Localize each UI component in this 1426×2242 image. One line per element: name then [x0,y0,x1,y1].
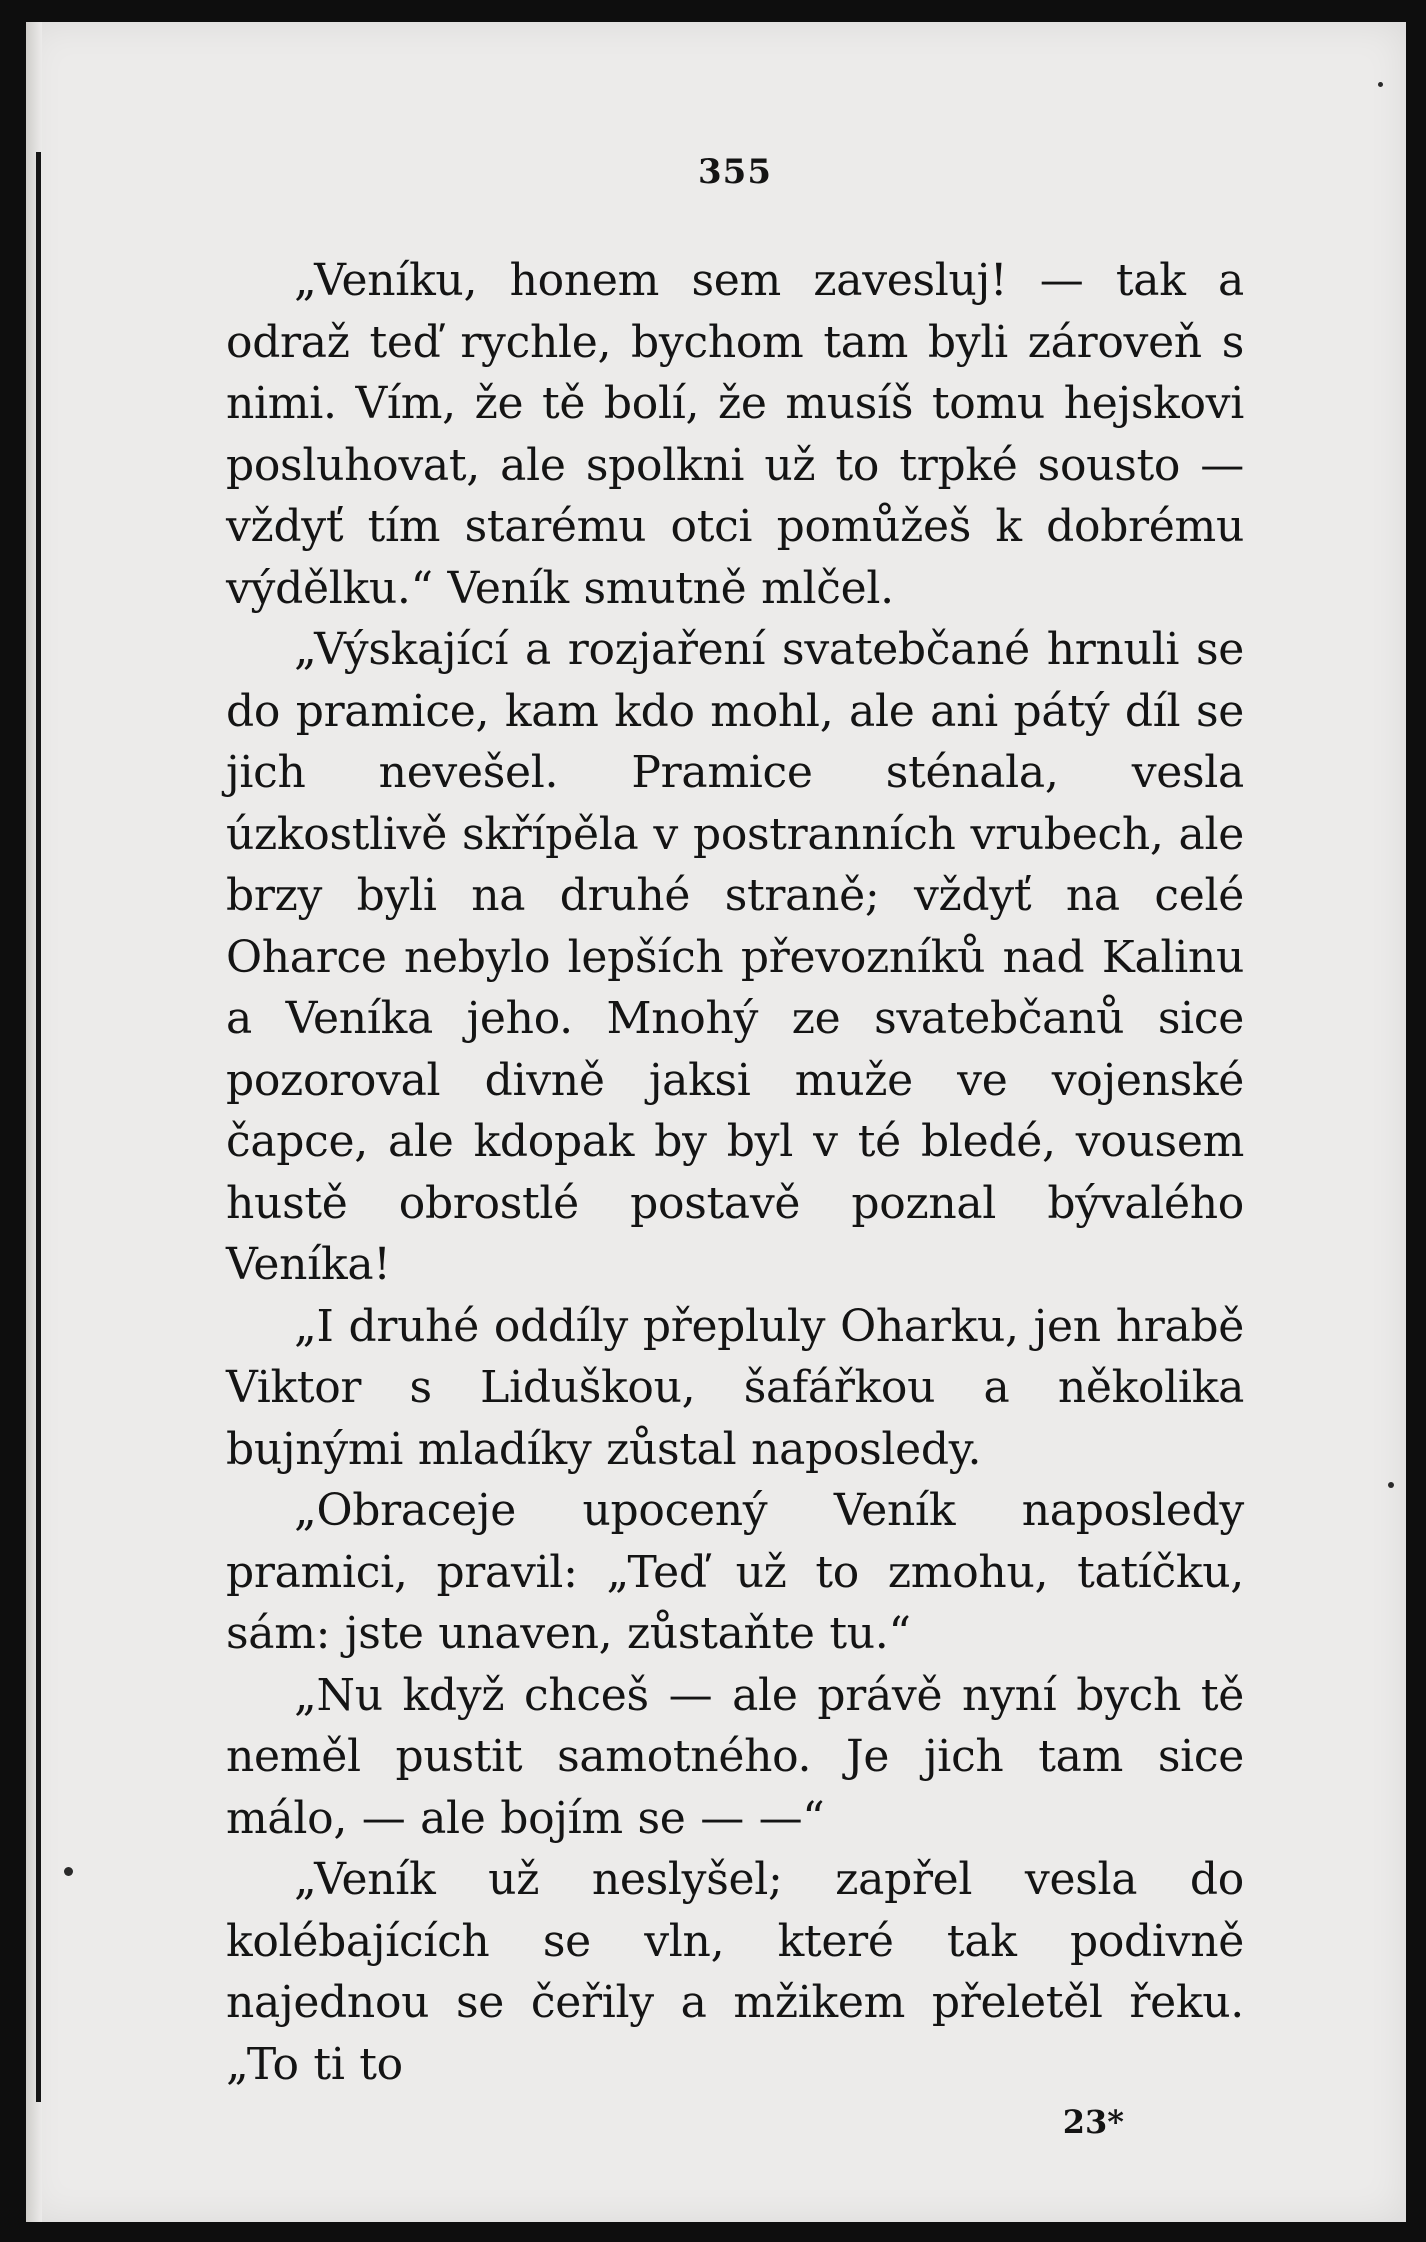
signature-mark: 23* [1062,2103,1124,2141]
paragraph: „I druhé oddíly přepluly Oharku, jen hrabě Viktor s Liduškou, šafářkou a několika bujnými mladíky zůstal naposledy. [226,1300,1244,1475]
scan-speck [1388,1482,1394,1488]
scan-speck [64,1867,73,1876]
scan-speck [1378,82,1383,87]
binding-edge [36,152,41,2102]
paragraph: „Nu když chceš — ale právě nyní bych tě neměl pustit samotného. Je jich tam sice málo, — ale bojím se — —“ [226,1669,1244,1844]
paragraph: „Veníku, honem sem zavesluj! — tak a odraž teď rychle, bychom tam byli zároveň s nimi. Vím, že tě bolí, že musíš tomu hejskovi posluhovat, ale spolkni už to trpké sousto — vždyť tím starému otci pomůžeš k dobrému výdělku.“ Veník smutně mlčel. [226,255,1244,614]
paragraph: „Veník už neslyšel; zapřel vesla do kolébajících se vln, které tak podivně najednou se čeřily a mžikem přeletěl řeku. „To ti to [226,1854,1244,2090]
paragraph: „Výskající a rozjaření svatebčané hrnuli se do pramice, kam kdo mohl, ale ani pátý díl se jich nevešel. Pramice sténala, vesla úzkostlivě skřípěla v postranních vrubech, ale brzy byli na druhé straně; vždyť na celé Oharce nebylo lepších převozníků nad Kalinu a Veníka jeho. Mnohý ze svatebčanů sice pozoroval divně jaksi muže ve vojenské čapce, ale kdopak by byl v té bledé, vousem hustě obrostlé postavě poznal bývalého Veníka! [226,624,1244,1290]
page-body [226,152,1244,2141]
page-number: 355 [698,152,772,192]
scanned-page [26,22,1406,2222]
paragraph: „Obraceje upocený Veník naposledy pramici, pravil: „Teď už to zmohu, tatíčku, sám: jste unaven, zůstaňte tu.“ [226,1485,1244,1659]
